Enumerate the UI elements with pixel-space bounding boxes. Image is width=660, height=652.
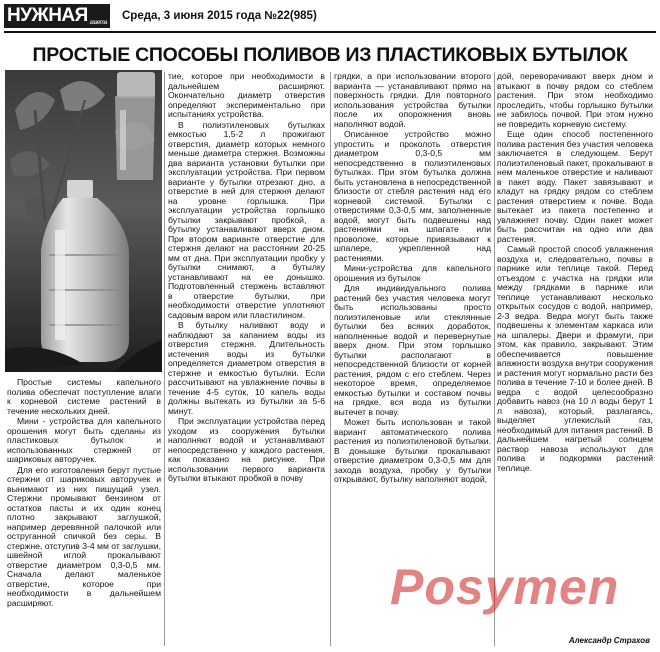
article-photo <box>5 70 162 372</box>
paragraph: тие, которое при необходимости в дальнейшем расширяют. Окончательно диаметр отверстия определяют экспериментально при испытаниях устройства. <box>168 72 325 119</box>
logo-title: НУЖНАЯ <box>7 5 88 26</box>
column-divider <box>164 72 165 646</box>
paragraph: Еще один способ постепенного полива растения без участия человека заключается в следующем. Берут полиэтиленовый пакет, прокалывают в нем маленькое отверстие и наливают в пакет воду. Пакет завязывают и кладут на грядку рядом со стеблем растения отверстием к почве. Вода вытекает из пакета постепенно и увлажняет почву. Один пакет может быть рассчитан на одно или два растения. <box>497 129 653 244</box>
bottle-plant-illustration <box>5 70 162 372</box>
article-column-1 <box>7 378 161 644</box>
article-author: Александр Страхов <box>568 636 650 645</box>
paragraph: Может быть использован и такой вариант автоматического полива растения из полиэтиленовой бутылки. В донышке бутылки прокалывают отверстие диаметром 0,3-0,5 мм для захода воздуха, пробку у бутылки открывают, бутылку наполняют водой, <box>334 417 491 484</box>
article-headline: ПРОСТЫЕ СПОСОБЫ ПОЛИВОВ ИЗ ПЛАСТИКОВЫХ БУТЫЛОК <box>32 44 628 66</box>
issue-date: Среда, 3 июня 2015 года №22(985) <box>122 10 317 22</box>
paragraph: При эксплуатации устройства перед уходом из сооружения бутылки наполняют водой и устанавливают непосредственно у каждого растения, как показано на рисунке. При использовании первого варианта бутылки втыкают пробкой в почву <box>168 416 325 483</box>
paragraph: Для его изготовления берут пустые стержни от шариковых авторучек и вынимают из них пишущий узел. Стержни промывают бензином от остатков пасты и их один конец плотно закрывают заглушкой, например деревянной палочкой или оструганной спичкой без серы. В стержне, отступив 3-4 мм от заглушки, швейной иглой прокалывают отверстие диаметром 0,3-0,5 мм. Сначала делают маленькое отверстие, которое при необходимости в дальнейшем расширяют. <box>7 464 161 608</box>
paragraph: В полиэтиленовых бутылках емкостью 1,5-2 л прожигают отверстия, диаметр которых немного меньше диаметра стержня. Возможны два варианта установки бутылки при эксплуатации устройства. При первом варианте у бутылки отрезают дно, а отверстие в ней для стержня делают на уровне горлышка. При эксплуатации устройства горлышко бутылки закрывают пробкой, а бутылку устанавливают вверх дном. При втором варианте отверстие для стержня делают на расстоянии 20-25 мм от дна. При эксплуатации пробку у бутылки снимают, а бутылку устанавливают на ее донышко. Подготовленный стержень вставляют в отверстие бутылки, при необходимости отверстие уплотняют садовым варом или пластилином. <box>168 119 325 320</box>
paragraph: Мини-устройства для капельного орошения из бутылок <box>334 263 491 283</box>
paragraph: дой, переворачивают вверх дном и втыкают в почву рядом со стеблем растения. При этом необходимо проследить, чтобы горлышко бутылки не забилось почвой. При этом нужно не повредить корневую систему. <box>497 72 653 129</box>
masthead <box>4 4 656 30</box>
masthead-divider <box>4 31 656 33</box>
paragraph: Самый простой способ увлажнения воздуха и, следовательно, почвы в парнике или теплице такой. Перед отъездом с участка на грядки или между грядками в парнике или теплице устанавливают несколько открытых сосудов с водой, например, 2-3 ведра. Ведра могут быть также подвешены к элементам каркаса или на шпалеры. Двери и фрамуги, при этом, как правило, закрывают. Этим обеспечивается повышение влажности воздуха внутри сооружения и растения могут нормально расти без полива в течение 7-10 и более дней. В ведра с водой целесообразно добавить навоз (на 10 л воды берут 1 л навоза), который, разлагаясь, выделяет углекислый газ, необходимый для питания растений. В дальнейшем нагретый солнцем раствор навоза используют для полива и подкормки растений теплице. <box>497 244 653 473</box>
paragraph: Мини - устройства для капельного орошения могут быть сделаны из пластиковых бутылок и использованных стержней от шариковых авторучек. <box>7 416 161 464</box>
watermark-logo: Posymen <box>390 559 620 615</box>
column-divider <box>330 72 331 646</box>
article-column-2 <box>168 72 325 647</box>
article-column-4 <box>497 72 653 640</box>
newspaper-logo <box>4 4 110 28</box>
paragraph: Описанное устройство можно упростить и проколоть отверстия диаметром 0,3-0,5 мм непосредственно в полиэтиленовых бутылках. При этом бутылка должна быть установлена в непосредственной близости от стебля растения над его корневой системой. Бутылки с отверстиями 0,3-0,5 мм, заполненные водой, могут быть подвешены над растениями на шпагате или проволоке, которые привязывают к шпалере, укрепленной над растениями. <box>334 129 491 263</box>
paragraph: Простые системы капельного полива обеспечат поступление влаги к корневой системе растений в течение нескольких дней. <box>7 378 161 416</box>
paragraph: В бутылку наливают воду и наблюдают за капанием воды из отверстия стержня. Длительность истечения воды из бутылки определяется диаметром отверстия в стержне и емкостью бутылки. Если рассчитывают на увлажнение почвы в течение 4-5 суток, 10 капель воды должны вытекать из бутылки за 5-6 минут. <box>168 320 325 416</box>
paragraph: Для индивидуального полива растений без участия человека могут быть использованы просто полиэтиленовые или стеклянные бутылки без всяких доработок, наполненные водой и перевернутые вверх дном. При этом горлышко бутылки располагают в непосредственной близости от корней растения, рядом с его стеблем. Через некоторое время, определяемое емкостью бутылки и составом почвы на грядке, вся вода из бутылки вытечет в почву. <box>334 283 491 417</box>
logo-subtitle: газета <box>89 20 107 26</box>
paragraph: грядки, а при использовании второго варианта — устанавливают прямо на поверхность грядки. Для повторного использования устройства бутылки после их опорожнения вновь наполняют водой. <box>334 72 491 129</box>
